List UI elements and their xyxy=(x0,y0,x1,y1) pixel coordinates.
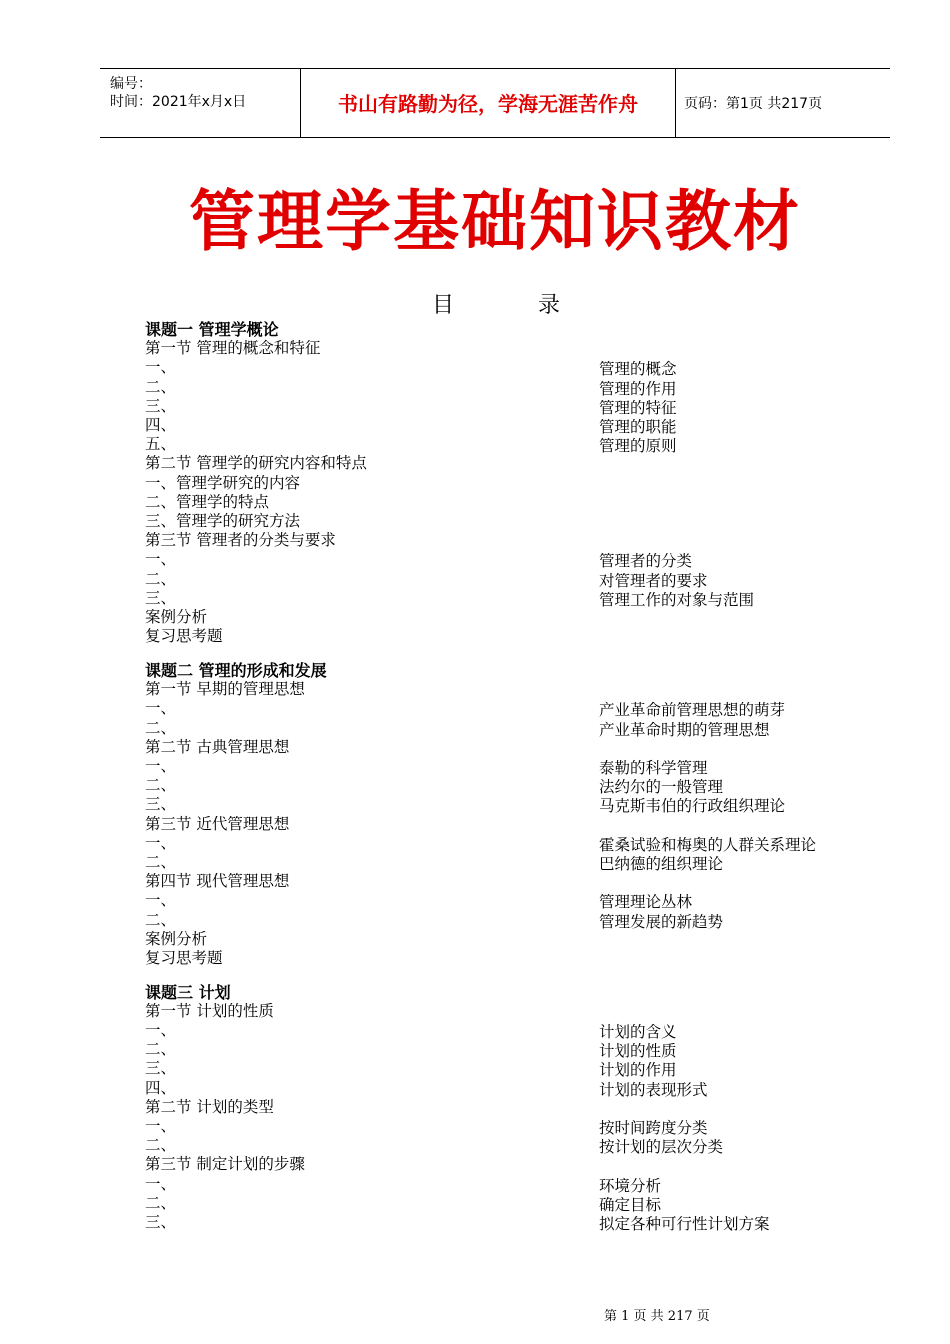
toc-entry: 四、 xyxy=(145,1078,177,1097)
toc-entry: 三、 xyxy=(145,396,177,415)
toc-entry: 二、 xyxy=(145,852,177,871)
toc-entry-title: 管理的职能 xyxy=(599,418,677,436)
toc-entry: 二、 xyxy=(145,569,177,588)
toc-entry-title: 巴纳德的组织理论 xyxy=(599,854,724,873)
toc-entry: 一、 xyxy=(145,1021,177,1039)
toc-entry-title: 按计划的层次分类 xyxy=(599,1138,724,1157)
toc-entry: 二、 xyxy=(145,1040,177,1059)
toc-entry: 三、 xyxy=(145,1213,177,1231)
toc-entry-title: 拟定各种可行性计划方案 xyxy=(599,1215,770,1233)
toc-entry: 案例分析 xyxy=(145,608,208,626)
toc-entry: 第一节 管理的概念和特征 xyxy=(145,339,321,358)
toc-entry: 二、 xyxy=(145,910,177,929)
toc-entry: 第三节 管理者的分类与要求 xyxy=(145,531,336,550)
toc-entry-title: 管理者的分类 xyxy=(599,552,693,571)
toc-entry-title: 管理的特征 xyxy=(599,398,677,417)
page-header xyxy=(100,68,890,138)
toc-topic: 课题一 管理学概论 xyxy=(145,320,279,339)
toc-entry: 第四节 现代管理思想 xyxy=(145,872,290,891)
toc-entry: 三、 xyxy=(145,588,177,607)
toc-entry-title: 产业革命前管理思想的萌芽 xyxy=(599,701,786,720)
toc-entry: 复习思考题 xyxy=(145,627,223,646)
toc-entry: 第二节 计划的类型 xyxy=(145,1097,274,1116)
toc-entry: 一、 xyxy=(145,550,177,569)
toc-heading-right: 录 xyxy=(538,293,561,318)
toc-entry: 一、 xyxy=(145,1174,177,1193)
toc-entry: 复习思考题 xyxy=(145,948,223,967)
toc-entry: 第二节 古典管理思想 xyxy=(145,737,290,756)
toc-entry: 一、 xyxy=(145,891,177,910)
toc-entry-title: 管理的原则 xyxy=(599,437,677,456)
toc-entry-title: 管理的概念 xyxy=(599,360,677,379)
toc-entry: 一、 xyxy=(145,1117,177,1135)
toc-entry-title: 计划的性质 xyxy=(599,1042,677,1061)
toc-entry: 一、管理学研究的内容 xyxy=(145,473,301,492)
toc-entry-title: 计划的作用 xyxy=(599,1061,677,1080)
toc-entry: 第三节 近代管理思想 xyxy=(145,814,290,833)
header-motto: 书山有路勤为径，学海无涯苦作舟 xyxy=(338,92,638,116)
header-page-info: 页码：第1页 共217页 xyxy=(684,96,823,112)
toc-entry: 案例分析 xyxy=(145,929,208,948)
toc-entry: 二、 xyxy=(145,776,177,795)
toc-entry-title: 对管理者的要求 xyxy=(599,571,708,590)
toc-entry-title: 按时间跨度分类 xyxy=(599,1119,708,1137)
toc-entry: 第三节 制定计划的步骤 xyxy=(145,1155,305,1174)
header-meta xyxy=(100,69,300,137)
toc-entry-title: 管理发展的新趋势 xyxy=(599,912,724,931)
toc-entry: 二、管理学的特点 xyxy=(145,492,270,511)
toc-entry-title: 计划的含义 xyxy=(599,1023,677,1041)
toc-entry-title: 确定目标 xyxy=(599,1195,662,1214)
document-title: 管理学基础知识教材 xyxy=(189,183,801,260)
toc-entry: 五、 xyxy=(145,435,177,454)
toc-entry: 第一节 计划的性质 xyxy=(145,1001,274,1020)
toc-entry: 三、管理学的研究方法 xyxy=(145,512,301,530)
toc-entry: 一、 xyxy=(145,358,177,377)
toc-entry-title: 霍桑试验和梅奥的人群关系理论 xyxy=(599,835,817,854)
toc-entry-title: 马克斯韦伯的行政组织理论 xyxy=(599,797,786,816)
toc-entry-title: 管理工作的对象与范围 xyxy=(599,590,755,609)
header-divider xyxy=(675,69,676,137)
toc-entry: 第二节 管理学的研究内容和特点 xyxy=(145,454,367,473)
toc-topic: 课题三 计划 xyxy=(145,982,231,1002)
toc-entry: 三、 xyxy=(145,1059,177,1078)
toc-entry-title: 泰勒的科学管理 xyxy=(599,758,708,777)
number-label: 编号： xyxy=(110,76,152,92)
toc-entry: 三、 xyxy=(145,795,177,814)
toc-entry: 一、 xyxy=(145,699,177,718)
toc-entry: 第一节 早期的管理思想 xyxy=(145,680,305,699)
toc-entry-title: 环境分析 xyxy=(599,1176,662,1195)
toc-entry: 一、 xyxy=(145,833,177,852)
toc-entry: 四、 xyxy=(145,416,177,434)
toc-entry-title: 产业革命时期的管理思想 xyxy=(599,720,770,739)
toc-entry-title: 管理的作用 xyxy=(599,379,677,398)
toc-heading-left: 目 xyxy=(432,293,455,318)
toc-entry-title: 法约尔的一般管理 xyxy=(599,778,724,797)
time-label: 时间：2021年x月x日 xyxy=(110,94,247,110)
toc-entry: 二、 xyxy=(145,1136,177,1155)
toc-entry: 二、 xyxy=(145,377,177,396)
toc-entry-title: 管理理论丛林 xyxy=(599,893,693,912)
page-footer: 第 1 页 共 217 页 xyxy=(604,1309,710,1324)
toc-entry: 二、 xyxy=(145,718,177,737)
toc-entry: 一、 xyxy=(145,756,177,775)
toc-entry-title: 计划的表现形式 xyxy=(599,1080,708,1099)
toc-entry: 二、 xyxy=(145,1193,177,1212)
toc-topic: 课题二 管理的形成和发展 xyxy=(145,660,327,680)
